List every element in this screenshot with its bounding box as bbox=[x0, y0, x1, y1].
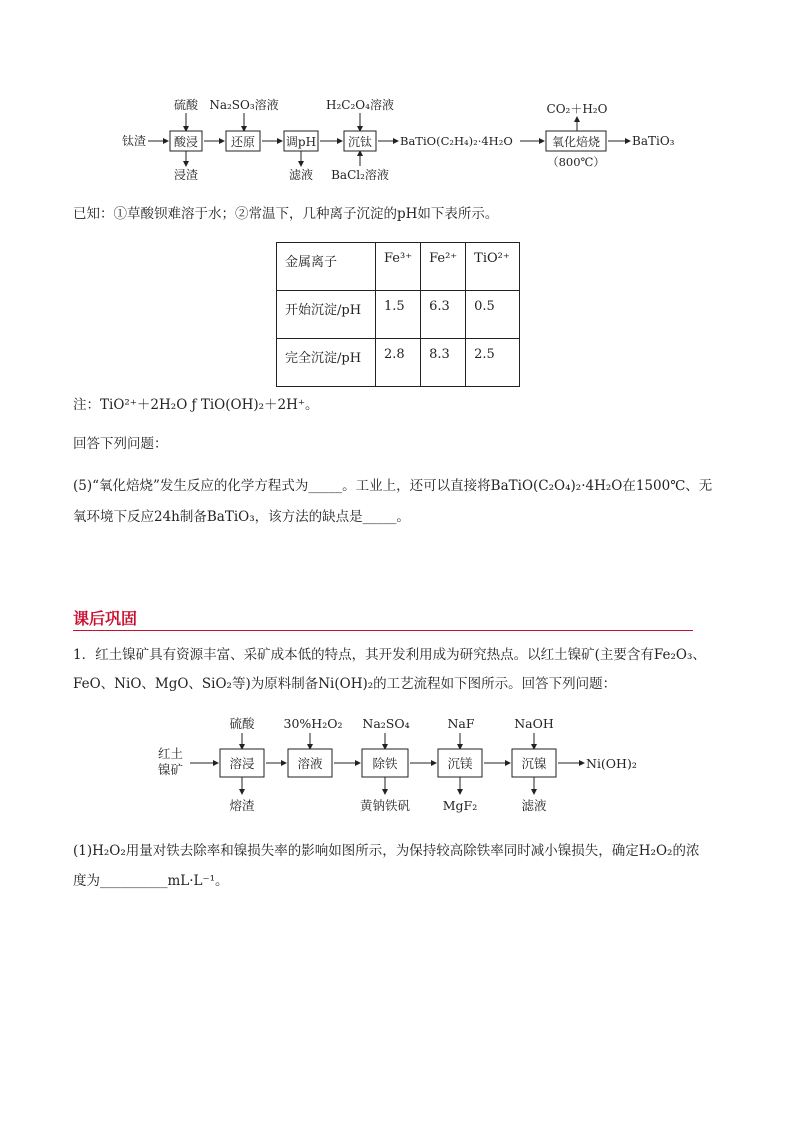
intermediate-product: BaTiO(C₂H₄)₂·4H₂O bbox=[400, 134, 513, 148]
step-label: 沉钛 bbox=[347, 135, 373, 149]
table-cell: 2.8 bbox=[376, 339, 421, 387]
question-1-line2: 度为__________mL·L⁻¹。 bbox=[73, 873, 229, 889]
problem-1-line2: FeO、NiO、MgO、SiO₂等)为原料制备Ni(OH)₂的工艺流程如下图所示。回答下列问题： bbox=[73, 676, 617, 692]
step-label: 溶浸 bbox=[229, 756, 255, 771]
reagent-bacl2: BaCl₂溶液 bbox=[331, 168, 389, 180]
flowchart-1 bbox=[0, 0, 794, 180]
table-cell: 6.3 bbox=[421, 291, 466, 339]
step-label: 氧化焙烧 bbox=[551, 135, 601, 149]
table-cell: 完全沉淀/pH bbox=[277, 339, 376, 387]
table-row bbox=[277, 243, 520, 291]
answer-prompt: 回答下列问题： bbox=[73, 436, 168, 452]
reagent-h2o2: 30%H₂O₂ bbox=[283, 716, 343, 731]
start-material: 钛渣 bbox=[122, 134, 147, 148]
output-leach-residue: 浸渣 bbox=[173, 168, 199, 180]
reagent-sulfuric-acid: 硫酸 bbox=[229, 716, 255, 731]
table-row bbox=[277, 291, 520, 339]
output-mgf2: MgF₂ bbox=[442, 798, 478, 813]
step-label: 溶液 bbox=[297, 756, 323, 771]
reagent-na2so4: Na₂SO₄ bbox=[362, 716, 410, 731]
start-material-line1: 红土 bbox=[158, 746, 184, 761]
table-cell: 0.5 bbox=[466, 291, 520, 339]
question-1-line1: (1)H₂O₂用量对铁去除率和镍损失率的影响如图所示，为保持较高除铁率同时减小镍损失，确定H₂O₂的浓 bbox=[73, 843, 700, 859]
step-label: 沉镍 bbox=[521, 756, 547, 771]
final-product: Ni(OH)₂ bbox=[586, 756, 637, 771]
equilibrium-note: 注：TiO²⁺＋2H₂O ƒ TiO(OH)₂＋2H⁺。 bbox=[73, 397, 319, 413]
start-material-line2: 镍矿 bbox=[158, 762, 184, 777]
table-cell: 8.3 bbox=[421, 339, 466, 387]
reagent-sulfuric-acid: 硫酸 bbox=[173, 98, 199, 112]
final-product: BaTiO₃ bbox=[632, 134, 675, 148]
table-cell: TiO²⁺ bbox=[466, 243, 520, 291]
section-divider bbox=[73, 630, 693, 631]
known-conditions: 已知：①草酸钡难溶于水；②常温下，几种离子沉淀的pH如下表所示。 bbox=[73, 206, 499, 222]
ph-table bbox=[276, 242, 520, 387]
step-label: 调pH bbox=[285, 135, 317, 149]
question-5-line1: (5)“氧化焙烧”发生反应的化学方程式为_____。工业上，还可以直接将BaTiO(C₂O₄)₂·4H₂O在1500℃、无 bbox=[73, 478, 713, 494]
section-title: 课后巩固 bbox=[73, 609, 138, 628]
question-5-line2: 氧环境下反应24h制备BaTiO₃，该方法的缺点是_____。 bbox=[73, 509, 410, 525]
table-cell: Fe²⁺ bbox=[421, 243, 466, 291]
product-co2-h2o: CO₂＋H₂O bbox=[546, 102, 608, 116]
step-label: 除铁 bbox=[372, 756, 398, 771]
flowchart-2 bbox=[0, 700, 794, 825]
table-cell: 1.5 bbox=[376, 291, 421, 339]
output-filtrate: 滤液 bbox=[288, 168, 314, 180]
roast-temperature: （800℃） bbox=[547, 155, 605, 169]
table-cell: 开始沉淀/pH bbox=[277, 291, 376, 339]
step-label: 沉镁 bbox=[447, 756, 473, 771]
table-cell: 2.5 bbox=[466, 339, 520, 387]
reagent-naf: NaF bbox=[447, 716, 475, 731]
output-jarosite: 黄钠铁矾 bbox=[359, 798, 411, 813]
problem-1-line1: 1．红土镍矿具有资源丰富、采矿成本低的特点，其开发利用成为研究热点。以红土镍矿(主要含有Fe₂O₃、 bbox=[73, 647, 706, 663]
reagent-na2so3: Na₂SO₃溶液 bbox=[209, 98, 279, 112]
reagent-h2c2o4: H₂C₂O₄溶液 bbox=[326, 98, 394, 112]
table-row bbox=[277, 339, 520, 387]
table-cell: Fe³⁺ bbox=[376, 243, 421, 291]
output-melt-slag: 熔渣 bbox=[229, 798, 255, 813]
output-filtrate: 滤液 bbox=[521, 798, 547, 813]
table-cell: 金属离子 bbox=[277, 243, 376, 291]
step-label: 酸浸 bbox=[173, 135, 199, 149]
step-label: 还原 bbox=[230, 135, 256, 149]
reagent-naoh: NaOH bbox=[514, 716, 554, 731]
